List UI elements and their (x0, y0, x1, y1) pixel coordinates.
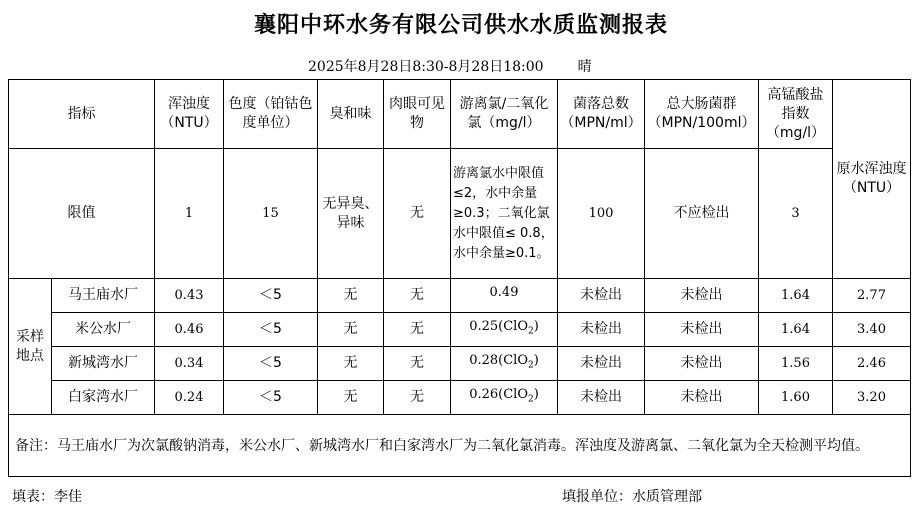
colony-value: 未检出 (558, 313, 645, 347)
table-row (9, 381, 911, 415)
turbidity-value: 0.34 (155, 347, 224, 381)
visible-value: 无 (384, 313, 451, 347)
coliform-value: 未检出 (645, 347, 759, 381)
permanganate-value: 1.56 (759, 347, 833, 381)
header-row (9, 80, 911, 149)
reporting-unit: 填报单位：水质管理部 (562, 489, 702, 505)
site-name: 米公水厂 (52, 313, 155, 347)
chlorine-value: 0.25(ClO$_2$) (451, 313, 558, 347)
colony-value: 未检出 (558, 279, 645, 313)
header-colony: 菌落总数（MPN/ml） (558, 80, 645, 149)
coliform-value: 未检出 (645, 279, 759, 313)
remark-row (9, 415, 911, 477)
header-chlorine: 游离氯/二氧化氯（mg/l） (451, 80, 558, 149)
header-turbidity: 浑浊度（NTU） (155, 80, 224, 149)
turbidity-value: 0.24 (155, 381, 224, 415)
filler-name: 填表：李佳 (12, 489, 82, 505)
table-row (9, 347, 911, 381)
color-value: ＜5 (224, 381, 318, 415)
raw-turbidity-value: 3.20 (833, 381, 911, 415)
water-quality-table (8, 79, 911, 477)
odor-value: 无 (318, 381, 384, 415)
raw-turbidity-value: 3.40 (833, 313, 911, 347)
limit-odor: 无异臭、异味 (318, 149, 384, 279)
limit-turbidity: 1 (155, 149, 224, 279)
raw-turbidity-value: 2.77 (833, 279, 911, 313)
coliform-value: 未检出 (645, 381, 759, 415)
site-name: 白家湾水厂 (52, 381, 155, 415)
site-name: 新城湾水厂 (52, 347, 155, 381)
chlorine-value: 0.28(ClO$_2$) (451, 347, 558, 381)
color-value: ＜5 (224, 313, 318, 347)
header-indicator: 指标 (9, 80, 155, 149)
limit-label: 限值 (9, 149, 155, 279)
sampling-site-label: 采样地点 (9, 279, 52, 415)
odor-value: 无 (318, 313, 384, 347)
turbidity-value: 0.43 (155, 279, 224, 313)
odor-value: 无 (318, 279, 384, 313)
limit-row (9, 149, 911, 279)
report-title: 襄阳中环水务有限公司供水水质监测报表 (253, 13, 668, 38)
permanganate-value: 1.64 (759, 279, 833, 313)
limit-permanganate: 3 (759, 149, 833, 279)
header-permanganate: 高锰酸盐指数（mg/l） (759, 80, 833, 149)
limit-color: 15 (224, 149, 318, 279)
visible-value: 无 (384, 381, 451, 415)
coliform-value: 未检出 (645, 313, 759, 347)
header-odor: 臭和味 (318, 80, 384, 149)
chlorine-value: 0.26(ClO$_2$) (451, 381, 558, 415)
colony-value: 未检出 (558, 381, 645, 415)
site-name: 马王庙水厂 (52, 279, 155, 313)
table-row (9, 279, 911, 313)
color-value: ＜5 (224, 279, 318, 313)
date-range: 2025年8月28日8:30-8月28日18:00 (308, 59, 544, 75)
report-date-line (308, 56, 592, 76)
limit-coliform: 不应检出 (645, 149, 759, 279)
permanganate-value: 1.64 (759, 313, 833, 347)
limit-chlorine: 游离氯水中限值 ≤2，水中余量≥0.3；二氧化氯水中限值≤ 0.8，水中余量≥0.1。 (451, 149, 558, 279)
chlorine-value: 0.49 (451, 279, 558, 313)
limit-visible: 无 (384, 149, 451, 279)
limit-colony: 100 (558, 149, 645, 279)
colony-value: 未检出 (558, 347, 645, 381)
visible-value: 无 (384, 279, 451, 313)
raw-turbidity-value: 2.46 (833, 347, 911, 381)
weather: 晴 (577, 59, 592, 75)
header-raw-turbidity: 原水浑浊度（NTU） (833, 80, 911, 279)
header-coliform: 总大肠菌群（MPN/100ml） (645, 80, 759, 149)
table-row (9, 313, 911, 347)
visible-value: 无 (384, 347, 451, 381)
turbidity-value: 0.46 (155, 313, 224, 347)
color-value: ＜5 (224, 347, 318, 381)
odor-value: 无 (318, 347, 384, 381)
header-color: 色度（铂钴色度单位） (224, 80, 318, 149)
header-visible: 肉眼可见物 (384, 80, 451, 149)
permanganate-value: 1.60 (759, 381, 833, 415)
remark-text: 备注：马王庙水厂为次氯酸钠消毒，米公水厂、新城湾水厂和白家湾水厂为二氧化氯消毒。浑浊度及游离氯、二氧化氯为全天检测平均值。 (9, 415, 911, 477)
